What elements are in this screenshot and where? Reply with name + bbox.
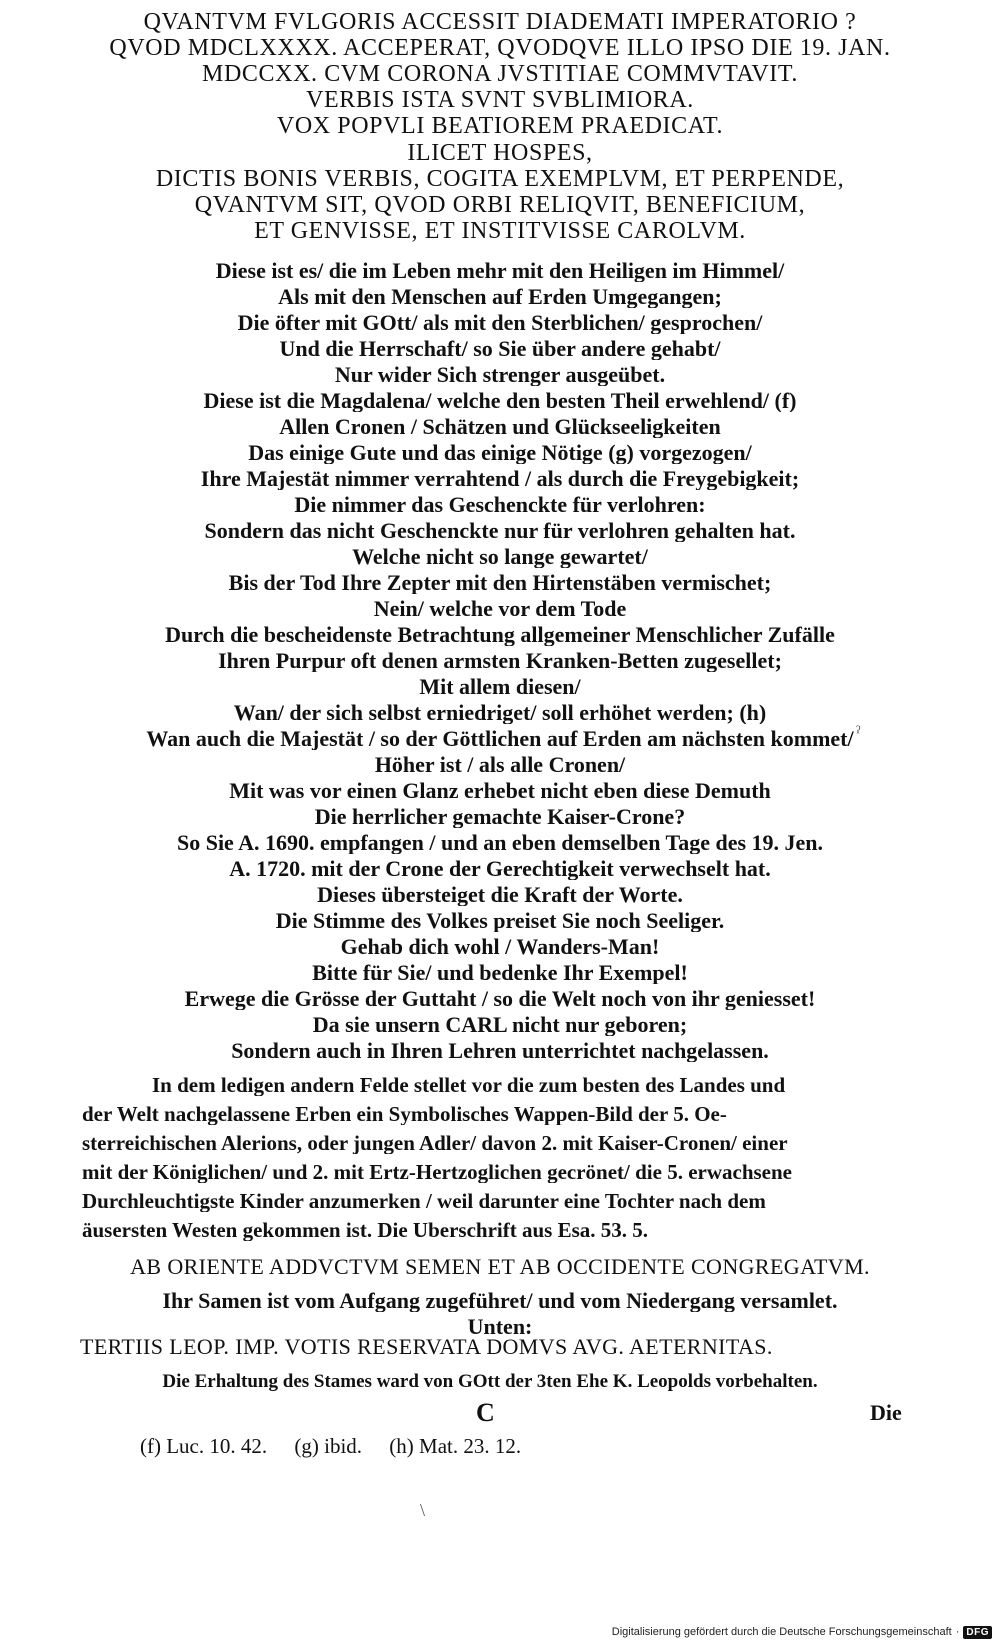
german-line: Die herrlicher gemachte Kaiser-Crone?: [314, 806, 686, 828]
german-line: Nein/ welche vor dem Tode: [373, 598, 627, 620]
german-line: Das einige Gute und das einige Nötige (g) vorgezogen/: [248, 442, 752, 464]
german-line: Durch die bescheidenste Betrachtung allgemeiner Menschlicher Zufälle: [165, 624, 835, 646]
latin-line: DICTIS BONIS VERBIS, COGITA EXEMPLVM, ET PERPENDE,: [155, 167, 845, 191]
motto-german-lower: Die Erhaltung des Stames ward von GOtt der 3ten Ehe K. Leopolds vorbehalten.: [162, 1372, 818, 1391]
german-line: Da sie unsern CARL nicht nur geboren;: [312, 1014, 688, 1036]
german-line: Sondern das nicht Geschenckte nur für verlohren gehalten hat.: [204, 520, 796, 542]
german-line: Bitte für Sie/ und bedenke Ihr Exempel!: [312, 962, 688, 984]
latin-line: VERBIS ISTA SVNT SVBLIMIORA.: [306, 88, 694, 112]
credit-text: Digitalisierung gefördert durch die Deutsche Forschungsgemeinschaft: [611, 1626, 952, 1638]
german-line: Erwege die Grösse der Guttaht / so die Welt noch von ihr geniesset!: [184, 988, 816, 1010]
latin-line: ILICET HOSPES,: [407, 141, 593, 165]
paragraph-line: äusersten Westen gekommen ist. Die Uberschrift aus Esa. 53. 5.: [82, 1220, 648, 1241]
german-line: Nur wider Sich strenger ausgeübet.: [334, 364, 666, 386]
german-line: Ihren Purpur oft denen armsten Kranken-Betten zugesellet;: [218, 650, 782, 672]
german-line: Welche nicht so lange gewartet/: [352, 546, 648, 568]
stray-mark: ˀ: [856, 722, 861, 742]
latin-line: QVANTVM FVLGORIS ACCESSIT DIADEMATI IMPERATORIO ?: [143, 10, 857, 34]
german-line: Allen Cronen / Schätzen und Glückseeligkeiten: [279, 416, 721, 438]
german-line: Diese ist es/ die im Leben mehr mit den Heiligen im Himmel/: [215, 260, 785, 282]
latin-line: QVOD MDCLXXXX. ACCEPERAT, QVODQVE ILLO IPSO DIE 19. JAN.: [109, 36, 891, 60]
stray-mark: \: [420, 1500, 426, 1520]
paragraph-line: Durchleuchtigste Kinder anzumerken / weil darunter eine Tochter nach dem: [82, 1191, 766, 1212]
german-line: Die nimmer das Geschenckte für verlohren:: [294, 494, 706, 516]
german-line: A. 1720. mit der Crone der Gerechtigkeit verwechselt hat.: [229, 858, 771, 880]
catchword: Die: [870, 1400, 902, 1425]
german-line: Dieses übersteiget die Kraft der Worte.: [317, 884, 683, 906]
motto-heading: Unten:: [467, 1316, 533, 1338]
dfg-logo-icon: DFG: [963, 1626, 992, 1639]
german-line: Diese ist die Magdalena/ welche den besten Theil erwehlend/ (f): [203, 390, 797, 412]
motto-latin: AB ORIENTE ADDVCTVM SEMEN ET AB OCCIDENTE CONGREGATVM.: [130, 1256, 870, 1278]
paragraph-line: der Welt nachgelassene Erben ein Symbolisches Wappen-Bild der 5. Oe-: [82, 1104, 727, 1125]
german-line: Wan/ der sich selbst erniedriget/ soll erhöhet werden; (h): [233, 702, 767, 724]
german-line: Mit was vor einen Glanz erhebet nicht eben diese Demuth: [229, 780, 771, 802]
footnote-g: (g) ibid.: [294, 1434, 363, 1458]
paragraph-line: sterreichischen Alerions, oder jungen Adler/ davon 2. mit Kaiser-Cronen/ einer: [82, 1133, 788, 1154]
german-line: Gehab dich wohl / Wanders-Man!: [340, 936, 660, 958]
signature-mark: C: [476, 1398, 495, 1427]
digitization-credit: Digitalisierung gefördert durch die Deutsche Forschungsgemeinschaft · DFG: [612, 1623, 992, 1641]
german-line: Mit allem diesen/: [419, 676, 581, 698]
german-line: Bis der Tod Ihre Zepter mit den Hirtenstäben vermischet;: [228, 572, 772, 594]
latin-line: MDCCXX. CVM CORONA JVSTITIAE COMMVTAVIT.: [202, 62, 798, 86]
motto-latin-lower: TERTIIS LEOP. IMP. VOTIS RESERVATA DOMVS AVG. AETERNITAS.: [80, 1336, 773, 1358]
german-line: So Sie A. 1690. empfangen / und an eben demselben Tage des 19. Jen.: [176, 832, 824, 854]
latin-line: VOX POPVLI BEATIOREM PRAEDICAT.: [276, 114, 724, 138]
german-line: Als mit den Menschen auf Erden Umgegangen;: [278, 286, 722, 308]
german-line: Wan auch die Majestät / so der Göttlichen auf Erden am nächsten kommet/: [146, 728, 854, 750]
latin-line: ET GENVISSE, ET INSTITVISSE CAROLVM.: [254, 219, 746, 243]
german-line: Und die Herrschaft/ so Sie über andere gehabt/: [279, 338, 721, 360]
motto-german: Ihr Samen ist vom Aufgang zugeführet/ und vom Niedergang versamlet.: [162, 1290, 838, 1312]
german-line: Die Stimme des Volkes preiset Sie noch Seeliger.: [275, 910, 725, 932]
footnotes: [140, 1434, 543, 1459]
german-line: Ihre Majestät nimmer verrahtend / als durch die Freygebigkeit;: [200, 468, 800, 490]
paragraph-line: mit der Königlichen/ und 2. mit Ertz-Hertzoglichen gecrönet/ die 5. erwachsene: [82, 1162, 792, 1183]
footnote-h: (h) Mat. 23. 12.: [389, 1434, 522, 1458]
footnote-f: (f) Luc. 10. 42.: [140, 1434, 268, 1458]
german-line: Die öfter mit GOtt/ als mit den Sterblichen/ gesprochen/: [237, 312, 763, 334]
german-line: Höher ist / als alle Cronen/: [374, 754, 626, 776]
german-line: Sondern auch in Ihren Lehren unterrichtet nachgelassen.: [231, 1040, 769, 1062]
latin-line: QVANTVM SIT, QVOD ORBI RELIQVIT, BENEFICIUM,: [194, 193, 806, 217]
paragraph-line: In dem ledigen andern Felde stellet vor die zum besten des Landes und: [152, 1075, 786, 1096]
